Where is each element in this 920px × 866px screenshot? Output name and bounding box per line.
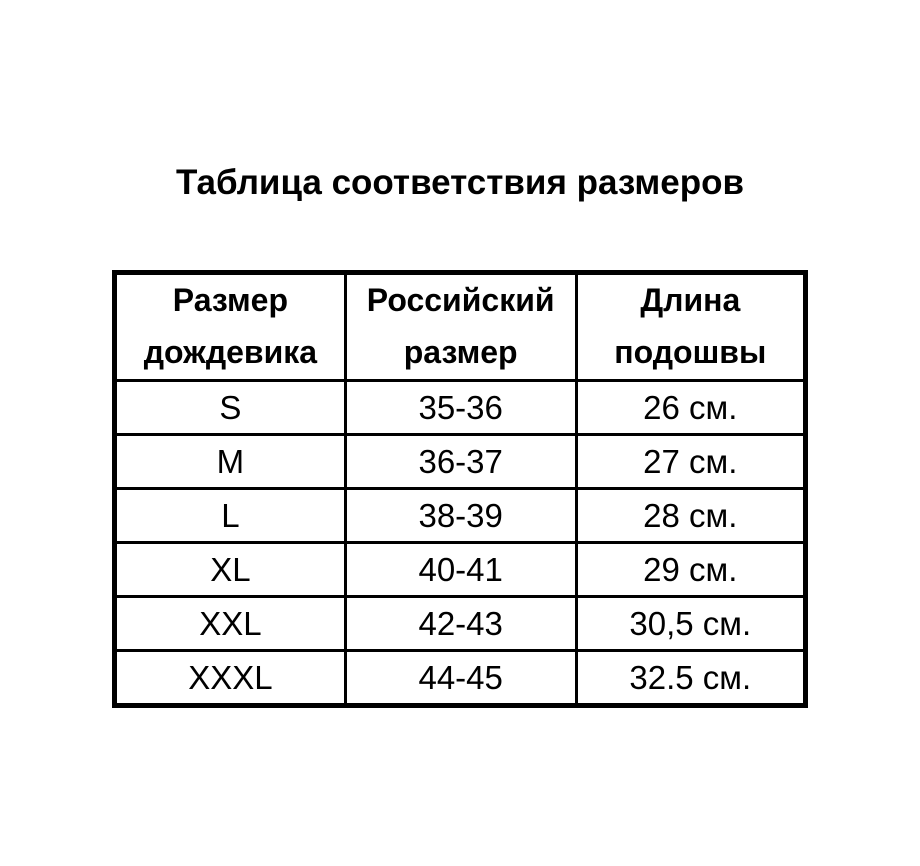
- table-cell: 32.5 см.: [576, 650, 805, 705]
- table-cell: XXL: [115, 596, 346, 650]
- table-cell: 26 см.: [576, 380, 805, 434]
- size-correspondence-table: [112, 270, 808, 708]
- table-cell: 40-41: [345, 542, 576, 596]
- size-table-container: [112, 270, 808, 708]
- column-header-sole-length: Длина подошвы: [576, 273, 805, 381]
- table-cell: 44-45: [345, 650, 576, 705]
- table-row: [115, 488, 806, 542]
- table-cell: 36-37: [345, 434, 576, 488]
- table-cell: 29 см.: [576, 542, 805, 596]
- table-header-row: [115, 273, 806, 381]
- table-cell: M: [115, 434, 346, 488]
- table-row: [115, 380, 806, 434]
- table-cell: XL: [115, 542, 346, 596]
- column-header-raincoat-size: Размер дождевика: [115, 273, 346, 381]
- page-title: Таблица соответствия размеров: [175, 163, 745, 202]
- table-cell: 28 см.: [576, 488, 805, 542]
- table-row: [115, 434, 806, 488]
- table-row: [115, 542, 806, 596]
- table-cell: 35-36: [345, 380, 576, 434]
- table-header: [115, 273, 806, 381]
- size-table-body: [115, 380, 806, 705]
- table-cell: L: [115, 488, 346, 542]
- table-cell: S: [115, 380, 346, 434]
- table-row: [115, 650, 806, 705]
- table-cell: 27 см.: [576, 434, 805, 488]
- table-cell: 42-43: [345, 596, 576, 650]
- table-cell: 30,5 см.: [576, 596, 805, 650]
- column-header-russian-size: Российский размер: [345, 273, 576, 381]
- table-cell: 38-39: [345, 488, 576, 542]
- table-row: [115, 596, 806, 650]
- table-cell: XXXL: [115, 650, 346, 705]
